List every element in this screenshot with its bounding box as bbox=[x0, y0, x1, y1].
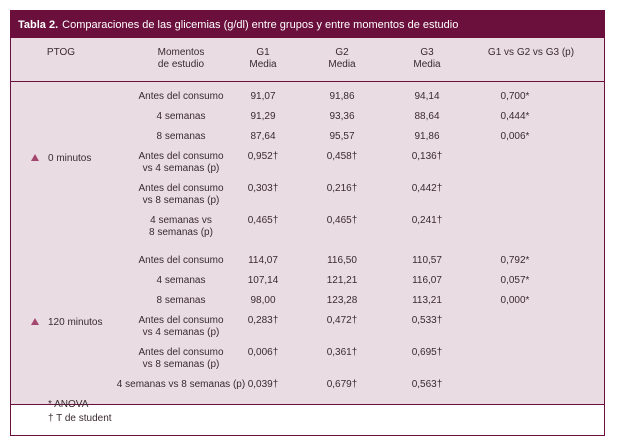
cell-g2: 93,36 bbox=[329, 111, 355, 122]
cell-momento: 8 semanas bbox=[156, 131, 206, 142]
cell-g3: 0,695† bbox=[411, 347, 443, 358]
header-g1-line2: Media bbox=[249, 59, 277, 70]
cell-g3: 0,442† bbox=[411, 183, 443, 194]
cell-g2: 91,86 bbox=[329, 91, 355, 102]
header-momentos-line1: Momentos bbox=[157, 47, 205, 58]
cell-p: 0,000* bbox=[500, 295, 530, 306]
cell-momento: Antes del consumo bbox=[138, 183, 224, 194]
cell-g3: 0,136† bbox=[411, 151, 443, 162]
triangle-icon bbox=[31, 154, 39, 161]
cell-g3: 116,07 bbox=[412, 275, 442, 286]
cell-g1: 91,29 bbox=[250, 111, 276, 122]
cell-g1: 0,952† bbox=[247, 151, 279, 162]
table-frame bbox=[10, 10, 605, 436]
cell-g1: 107,14 bbox=[247, 275, 279, 286]
header-g1-line1: G1 bbox=[256, 47, 270, 58]
triangle-icon bbox=[31, 318, 39, 325]
cell-momento: vs 8 semanas (p) bbox=[142, 359, 220, 370]
data-table bbox=[11, 38, 604, 404]
footnote-tstudent: † T de student bbox=[48, 413, 112, 424]
cell-p: 0,057* bbox=[500, 275, 530, 286]
cell-g2: 0,472† bbox=[326, 315, 358, 326]
cell-momento: 8 semanas bbox=[156, 295, 206, 306]
cell-g3: 94,14 bbox=[414, 91, 440, 102]
header-momentos-line2: de estudio bbox=[157, 59, 205, 70]
table-title-label: Tabla 2. bbox=[18, 18, 59, 31]
cell-momento: Antes del consumo bbox=[138, 255, 224, 266]
table-title bbox=[11, 11, 604, 38]
cell-momento: vs 8 semanas (p) bbox=[142, 195, 220, 206]
cell-g3: 91,86 bbox=[414, 131, 440, 142]
cell-g3: 0,533† bbox=[411, 315, 443, 326]
table-header bbox=[11, 38, 604, 82]
cell-momento: 4 semanas vs bbox=[150, 215, 212, 226]
cell-g3: 0,241† bbox=[411, 215, 443, 226]
cell-g1: 114,07 bbox=[248, 255, 278, 266]
cell-g2: 0,361† bbox=[326, 347, 358, 358]
cell-g1: 98,00 bbox=[250, 295, 276, 306]
cell-g2: 95,57 bbox=[329, 131, 355, 142]
cell-g1: 91,07 bbox=[250, 91, 276, 102]
cell-g3: 88,64 bbox=[414, 111, 440, 122]
cell-momento: Antes del consumo bbox=[138, 151, 224, 162]
header-g3-line2: Media bbox=[413, 59, 441, 70]
group-label-120min: 120 minutos bbox=[31, 317, 102, 329]
cell-g1: 0,303† bbox=[247, 183, 279, 194]
header-g2-line2: Media bbox=[328, 59, 356, 70]
cell-g3: 110,57 bbox=[412, 255, 442, 266]
cell-g2: 116,50 bbox=[327, 255, 357, 266]
header-pvalue: G1 vs G2 vs G3 (p) bbox=[487, 47, 575, 58]
cell-momento: 4 semanas bbox=[156, 111, 206, 122]
cell-p: 0,006* bbox=[500, 131, 530, 142]
cell-g2: 121,21 bbox=[326, 275, 358, 286]
header-g3-line1: G3 bbox=[420, 47, 434, 58]
cell-g2: 0,458† bbox=[326, 151, 358, 162]
cell-g1: 0,006† bbox=[247, 347, 279, 358]
cell-p: 0,792* bbox=[500, 255, 530, 266]
cell-momento: Antes del consumo bbox=[138, 347, 224, 358]
cell-g1: 0,283† bbox=[247, 315, 279, 326]
cell-g2: 0,465† bbox=[326, 215, 358, 226]
cell-momento: vs 4 semanas (p) bbox=[142, 327, 220, 338]
cell-momento: 4 semanas bbox=[156, 275, 206, 286]
header-ptog: PTOG bbox=[46, 47, 76, 58]
cell-p: 0,444* bbox=[500, 111, 530, 122]
cell-g3: 113,21 bbox=[412, 295, 442, 306]
group-label-0min: 0 minutos bbox=[31, 153, 91, 165]
cell-p: 0,700* bbox=[500, 91, 530, 102]
header-g2-line1: G2 bbox=[335, 47, 349, 58]
cell-momento: Antes del consumo bbox=[138, 315, 224, 326]
cell-g1: 87,64 bbox=[250, 131, 276, 142]
table-title-text: Comparaciones de las glicemias (g/dl) entre grupos y entre momentos de estudio bbox=[62, 18, 459, 31]
footer-divider bbox=[11, 404, 604, 405]
cell-g3: 0,563† bbox=[411, 379, 443, 390]
cell-g2: 123,28 bbox=[326, 295, 358, 306]
cell-g1: 0,465† bbox=[247, 215, 279, 226]
footnote-anova: * ANOVA bbox=[48, 399, 89, 410]
cell-momento: 8 semanas (p) bbox=[149, 227, 213, 238]
cell-momento: 4 semanas vs 8 semanas (p) bbox=[116, 379, 246, 390]
cell-momento: Antes del consumo bbox=[138, 91, 224, 102]
cell-momento: vs 4 semanas (p) bbox=[142, 163, 220, 174]
cell-g2: 0,216† bbox=[326, 183, 358, 194]
cell-g2: 0,679† bbox=[326, 379, 358, 390]
cell-g1: 0,039† bbox=[247, 379, 279, 390]
